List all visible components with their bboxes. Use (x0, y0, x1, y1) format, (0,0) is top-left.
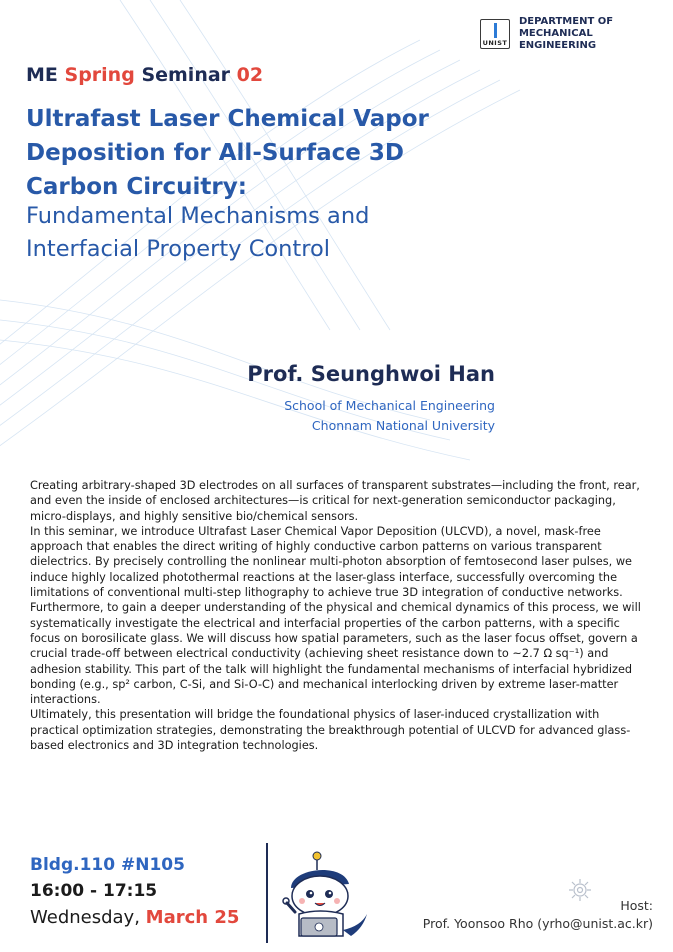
title-line-2: Deposition for All-Surface 3D (26, 140, 405, 166)
speaker-block (247, 362, 495, 436)
department-logo (480, 16, 673, 52)
abstract-paragraph-1: Creating arbitrary-shaped 3D electrodes on all surfaces of transparent substrates—including the front, rear, and even the inside of enclosed architectures—is critical for next-generation semiconductor packaging, micro-displays, and highly sensitive bio/chemical sensors. (30, 479, 640, 523)
seminar-prefix: ME (26, 64, 58, 86)
abstract-paragraph-2: In this seminar, we introduce Ultrafast Laser Chemical Vapor Deposition (ULCVD), a novel, mask-free approach that enables the direct writing of highly conductive carbon patterns on various transparent dielectrics. By precisely controlling the nonlinear multi-photon absorption of femtosecond laser pulses, we induce highly localized photothermal reactions at the laser-glass interface, successfully overcoming the limitations of conventional multi-step lithography to achieve true 3D integration of conductive networks. (30, 524, 633, 600)
speaker-affiliation-1: School of Mechanical Engineering (284, 398, 495, 413)
venue-room: Bldg.110 #N105 (30, 855, 185, 875)
seminar-word: Seminar (141, 64, 231, 86)
footer-divider (266, 843, 268, 943)
title-line-1: Ultrafast Laser Chemical Vapor (26, 106, 429, 132)
title-line-3: Carbon Circuitry: (26, 174, 247, 200)
speaker-affiliation-2: Chonnam National University (311, 418, 495, 433)
talk-subtitle (26, 200, 496, 266)
abstract (30, 478, 648, 753)
department-line2: MECHANICAL ENGINEERING (518, 28, 597, 51)
abstract-paragraph-4: Ultimately, this presentation will bridge the foundational physics of laser-induced crystallization with practical optimization strategies, demonstrating the breakthrough potential of ULCVD for advanced glass-based electronics and 3D integration technologies. (30, 708, 631, 753)
venue-day: March 25 (145, 907, 240, 928)
host-label: Host: (620, 898, 653, 913)
venue-time: 16:00 - 17:15 (30, 881, 158, 901)
seminar-number: 02 (236, 64, 264, 86)
talk-title (26, 102, 496, 204)
mascot-with-laptop-icon (277, 848, 373, 944)
subtitle-line-1: Fundamental Mechanisms and (26, 203, 370, 229)
venue-weekday: Wednesday, (30, 907, 140, 928)
seminar-label (26, 64, 263, 86)
department-name (519, 16, 673, 52)
venue-block (30, 855, 239, 928)
unist-logo-icon: UNIST (480, 19, 510, 49)
department-line1: DEPARTMENT OF (518, 16, 614, 27)
venue-date (30, 907, 239, 928)
subtitle-line-2: Interfacial Property Control (26, 236, 331, 262)
abstract-paragraph-3: Furthermore, to gain a deeper understanding of the physical and chemical dynamics of this process, we will systematically investigate the electrical and interfacial properties of the carbon patterns, with a specific focus on borosilicate glass. We will discuss how spatial parameters, such as the laser focus offset, govern a crucial trade-off between electrical conductivity (achieving sheet resistance down to ~2.7 Ω sq⁻¹) and adhesion stability. This part of the talk will highlight the fundamental mechanisms of interfacial hybridized bonding (e.g., sp² carbon, C-Si, and Si-O-C) and mechanical interlocking driven by extreme laser-matter interactions. (30, 601, 641, 707)
speaker-name: Prof. Seunghwoi Han (247, 362, 495, 386)
host-name: Prof. Yoonsoo Rho (yrho@unist.ac.kr) (422, 916, 653, 931)
host-block (423, 898, 653, 931)
seminar-season: Spring (64, 64, 135, 86)
